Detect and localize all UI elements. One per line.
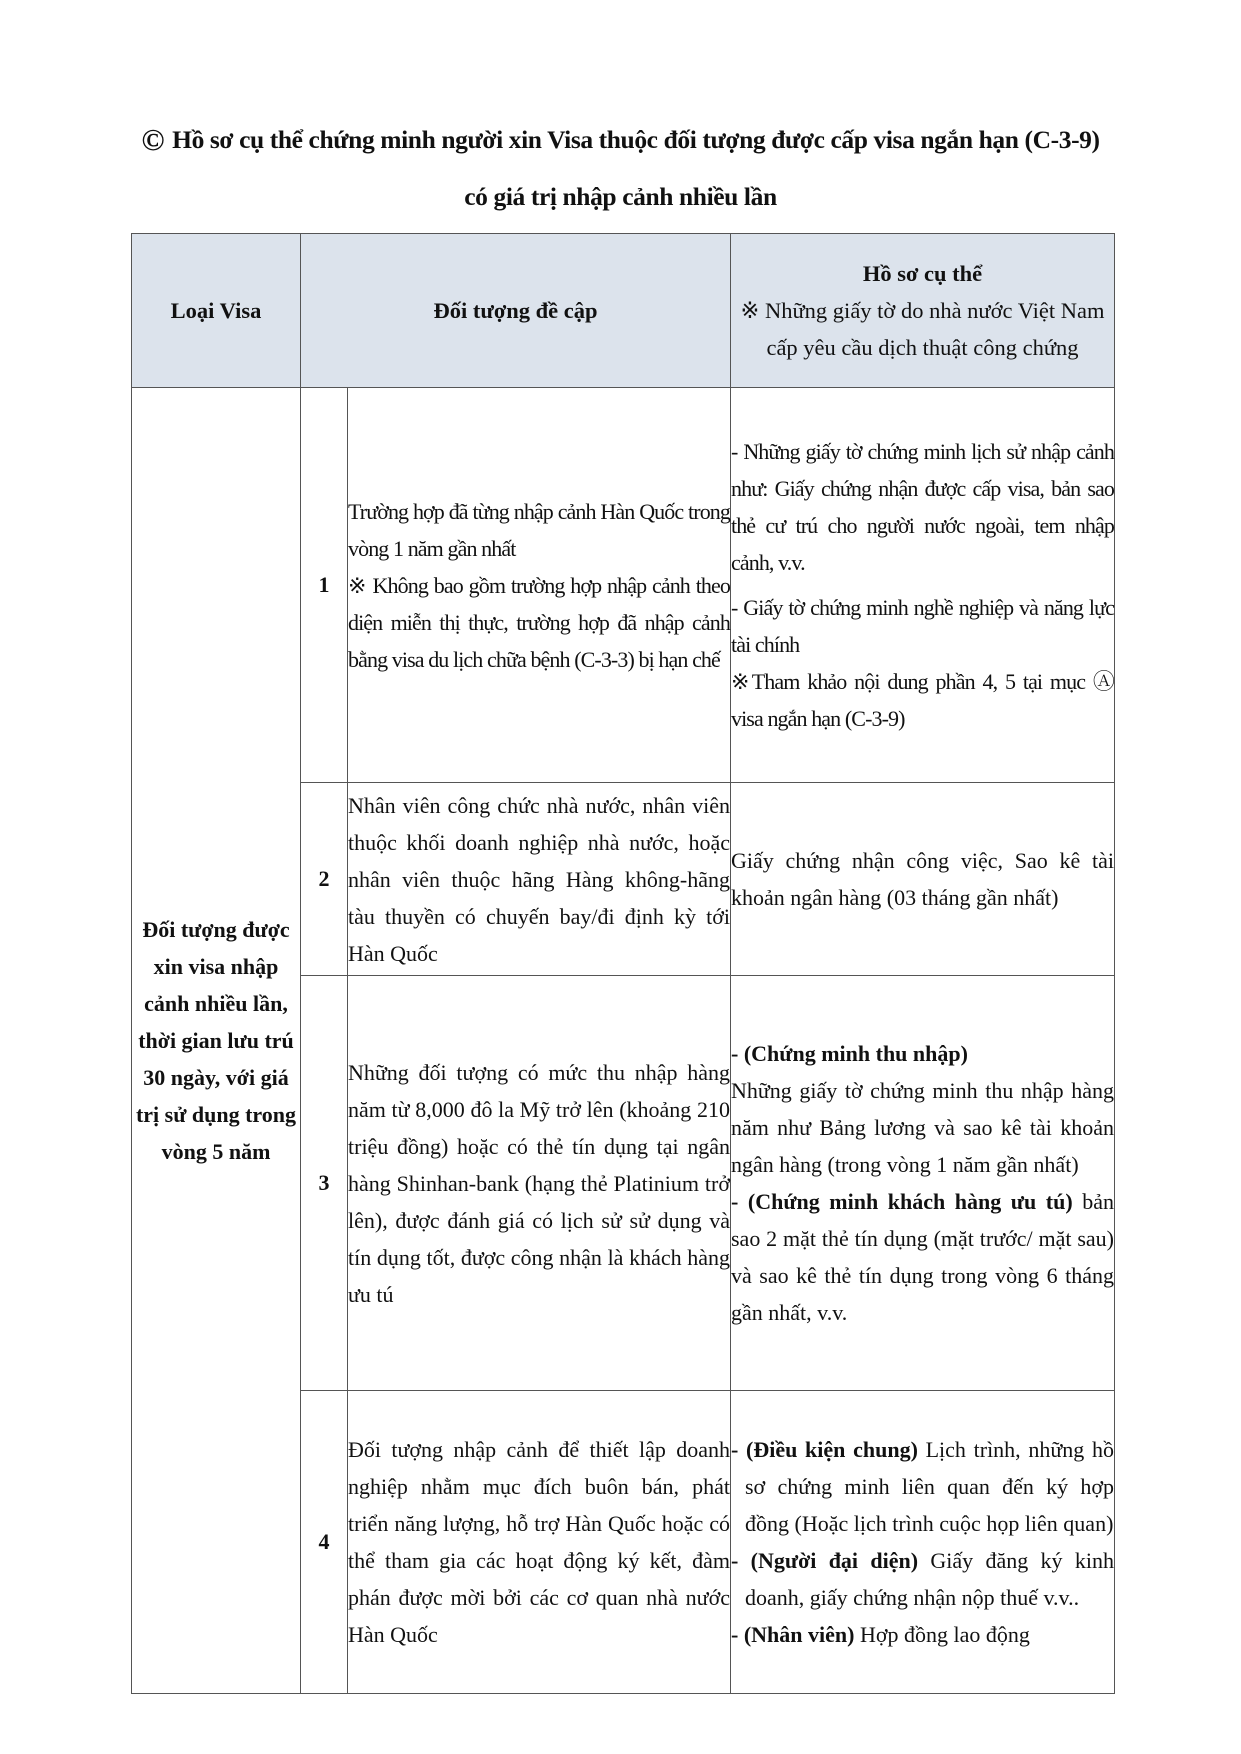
subject-cell: Những đối tượng có mức thu nhập hàng năm từ 8,000 đô la Mỹ trở lên (khoảng 210 triệu đồng) hoặc có thẻ tín dụng tại ngân hàng Shinhan-bank (hạng thẻ Platinium trở lên), được đánh giá có lịch sử sử dụng và tín dụng tốt, được công nhận là khách hàng ưu tú	[348, 976, 731, 1391]
page-title	[0, 122, 1241, 158]
document-item: - Những giấy tờ chứng minh lịch sử nhập cảnh như: Giấy chứng nhận được cấp visa, bản sao thẻ cư trú cho người nước ngoài, tem nhập cảnh, v.v.	[731, 439, 1114, 575]
subject-note: ※ Không bao gồm trường hợp nhập cảnh theo diện miễn thị thực, trường hợp đã nhập cảnh bằng visa du lịch chữa bệnh (C-3-3) bị hạn chế	[348, 572, 730, 672]
staff-label: - (Nhân viên)	[731, 1622, 855, 1647]
income-proof-text: Những giấy tờ chứng minh thu nhập hàng năm như Bảng lương và sao kê tài khoản ngân hàng (trong vòng 1 năm gần nhất)	[731, 1078, 1114, 1177]
documents-cell	[731, 976, 1115, 1391]
visa-category-cell: Đối tượng được xin visa nhập cảnh nhiều lần, thời gian lưu trú 30 ngày, với giá trị sử dụng trong vòng 5 năm	[132, 388, 301, 1694]
page-title-line1: Hồ sơ cụ thể chứng minh người xin Visa thuộc đối tượng được cấp visa ngắn hạn (C-3-9)	[172, 125, 1100, 154]
vip-proof-text: bản sao 2 mặt thẻ tín dụng (mặt trước/ mặt sau) và sao kê thẻ tín dụng trong vòng 6 tháng gần nhất, v.v.	[731, 1189, 1115, 1325]
row-number: 1	[301, 388, 348, 783]
header-documents-note: ※ Những giấy tờ do nhà nước Việt Nam cấp yêu cầu dịch thuật công chứng	[740, 298, 1105, 360]
document-note: ※Tham khảo nội dung phần 4, 5 tại mục Ⓐ visa ngắn hạn (C-3-9)	[731, 669, 1114, 731]
staff-text: Hợp đồng lao động	[859, 1622, 1030, 1647]
header-documents-title: Hồ sơ cụ thể	[862, 261, 983, 286]
document-item: - Giấy tờ chứng minh nghề nghiệp và năng lực tài chính	[731, 595, 1114, 657]
row-number: 4	[301, 1391, 348, 1694]
vip-proof-label: - (Chứng minh khách hàng ưu tú)	[731, 1189, 1073, 1214]
row-number: 3	[301, 976, 348, 1391]
representative-label: - (Người đại diện)	[731, 1548, 919, 1573]
documents-cell	[731, 388, 1115, 783]
representative-text: Giấy đăng ký kinh doanh, giấy chứng nhận nộp thuế v.v..	[745, 1548, 1114, 1610]
visa-requirements-table	[131, 233, 1115, 1694]
header-documents	[731, 234, 1115, 388]
header-subject: Đối tượng đề cập	[301, 234, 731, 388]
subject-main: Trường hợp đã từng nhập cảnh Hàn Quốc trong vòng 1 năm gần nhất	[348, 498, 730, 561]
general-condition-label: - (Điều kiện chung)	[731, 1437, 918, 1462]
general-condition-text: Lịch trình, những hồ sơ chứng minh liên quan đến ký hợp đồng (Hoặc lịch trình cuộc họp liên quan)	[745, 1437, 1115, 1536]
page-title-line2: có giá trị nhập cảnh nhiều lần	[464, 182, 777, 211]
row-number: 2	[301, 783, 348, 976]
copyright-circle-icon: ©	[141, 122, 165, 157]
header-visa-type: Loại Visa	[132, 234, 301, 388]
subject-cell: Đối tượng nhập cảnh để thiết lập doanh nghiệp nhằm mục đích buôn bán, phát triển năng lượng, hỗ trợ Hàn Quốc hoặc có thể tham gia các hoạt động ký kết, đàm phán được mời bởi các cơ quan nhà nước Hàn Quốc	[348, 1391, 731, 1694]
documents-cell: Giấy chứng nhận công việc, Sao kê tài khoản ngân hàng (03 tháng gần nhất)	[731, 783, 1115, 976]
subject-cell	[348, 388, 731, 783]
documents-cell	[731, 1391, 1115, 1694]
income-proof-label: - (Chứng minh thu nhập)	[731, 1041, 968, 1066]
table-header-row	[132, 234, 1115, 388]
table-row	[132, 388, 1115, 783]
subject-cell: Nhân viên công chức nhà nước, nhân viên thuộc khối doanh nghiệp nhà nước, hoặc nhân viên thuộc hãng Hàng không-hãng tàu thuyền có chuyến bay/đi định kỳ tới Hàn Quốc	[348, 783, 731, 976]
